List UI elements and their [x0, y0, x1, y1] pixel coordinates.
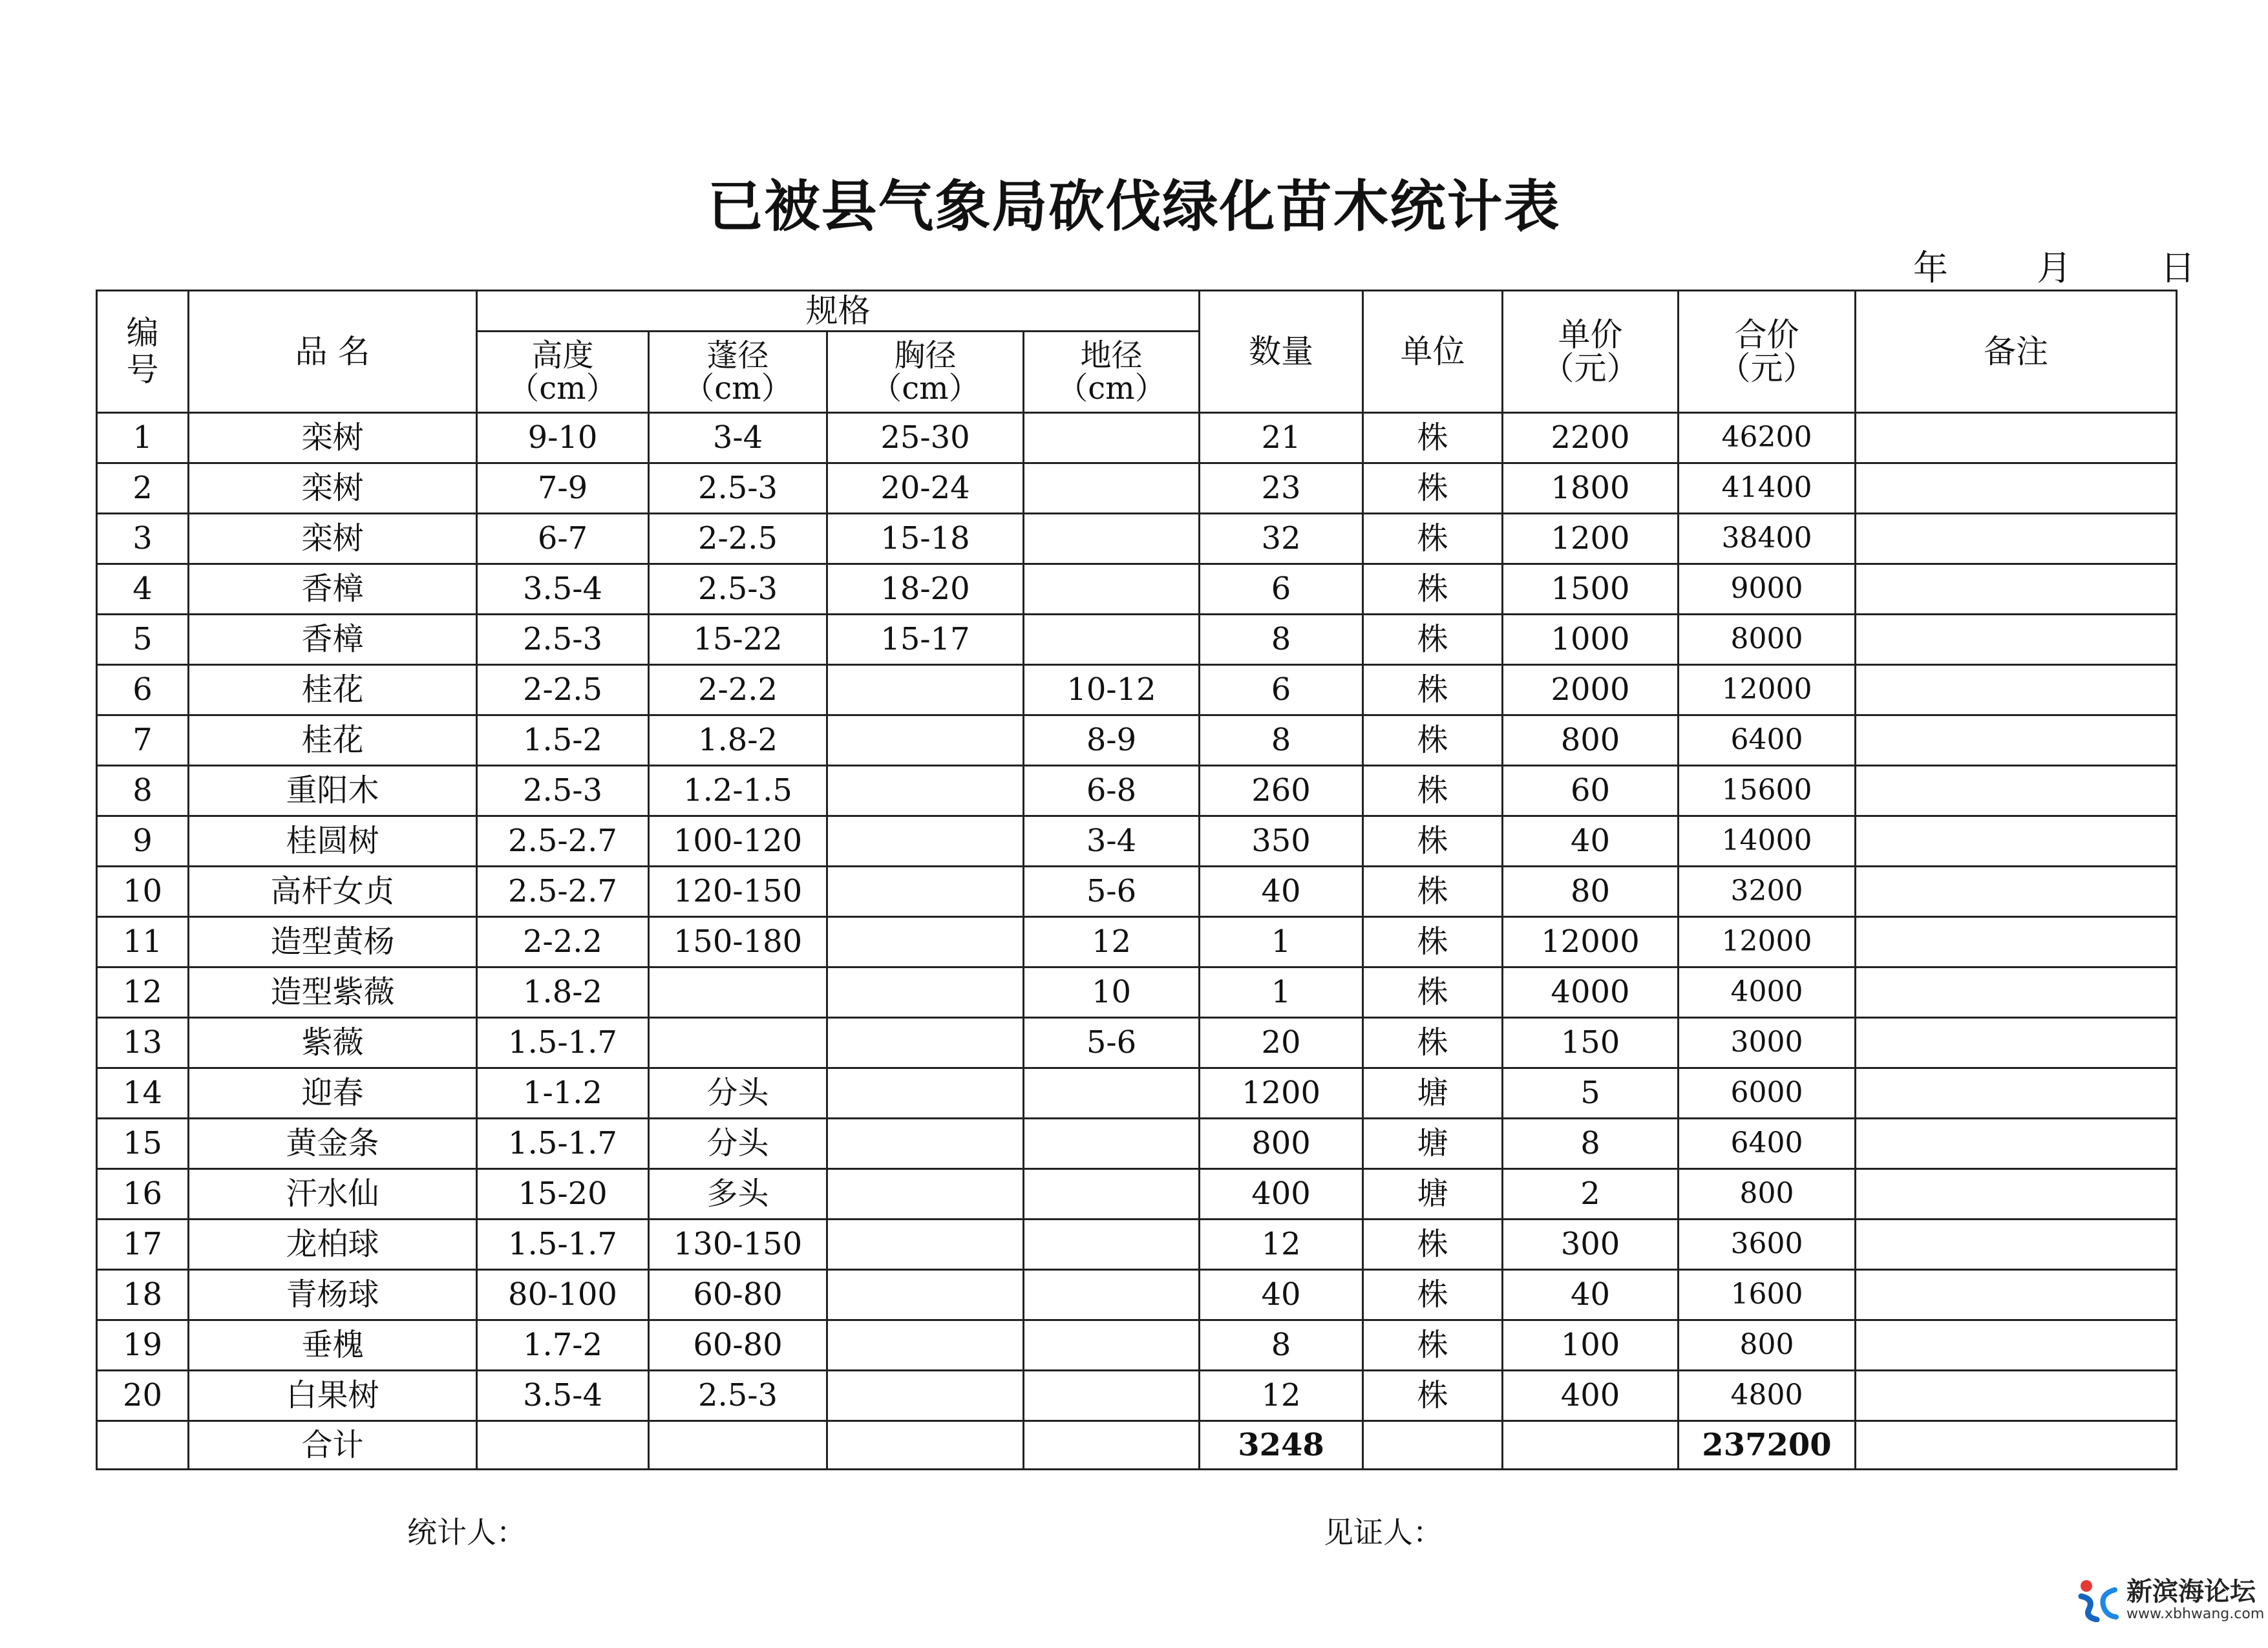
cell-name: 香樟 [189, 564, 477, 615]
cell-unit: 株 [1363, 816, 1503, 867]
cell-total: 6000 [1679, 1068, 1856, 1119]
cell-ground [1024, 1270, 1200, 1320]
cell-ground: 5-6 [1024, 1018, 1200, 1068]
cell-name: 香樟 [189, 615, 477, 665]
cell-qty: 800 [1200, 1119, 1363, 1169]
cell-total: 800 [1679, 1169, 1856, 1220]
cell-no: 4 [97, 564, 189, 615]
cell-crown: 60-80 [649, 1320, 827, 1371]
cell-height: 1.5-1.7 [477, 1119, 649, 1169]
page-title: 已被县气象局砍伐绿化苗木统计表 [707, 174, 1561, 239]
table-row [97, 1119, 2177, 1169]
cell-crown: 多头 [649, 1169, 827, 1220]
cell-no: 14 [97, 1068, 189, 1119]
cell-dbh: 15-17 [827, 615, 1024, 665]
table-row [97, 715, 2177, 766]
cell-unit: 塘 [1363, 1068, 1503, 1119]
cell-no: 10 [97, 867, 189, 917]
date-month-label: 月 [2037, 248, 2072, 288]
cell-price: 800 [1503, 715, 1679, 766]
cell-name: 栾树 [189, 463, 477, 514]
cell-ground [1024, 564, 1200, 615]
header-price-label: 单价 [1558, 315, 1623, 354]
cell-dbh [827, 665, 1024, 715]
table-row [97, 665, 2177, 715]
cell-price: 60 [1503, 766, 1679, 816]
cell-crown: 分头 [649, 1068, 827, 1119]
header-ground-unit: （cm） [1057, 370, 1166, 407]
cell-name: 紫薇 [189, 1018, 477, 1068]
cell-qty: 23 [1200, 463, 1363, 514]
table-row [97, 1270, 2177, 1320]
header-unit: 单位 [1363, 291, 1503, 413]
cell-qty: 40 [1200, 867, 1363, 917]
cell-total: 4800 [1679, 1371, 1856, 1421]
header-spec: 规格 [477, 291, 1200, 332]
cell-unit: 株 [1363, 1320, 1503, 1371]
cell-name: 汗水仙 [189, 1169, 477, 1220]
cell-name: 青杨球 [189, 1270, 477, 1320]
cell-unit: 株 [1363, 917, 1503, 967]
summary-crown [649, 1421, 827, 1470]
date-day-label: 日 [2160, 248, 2196, 288]
cell-height: 1.7-2 [477, 1320, 649, 1371]
cell-height: 1.5-2 [477, 715, 649, 766]
cell-ground: 3-4 [1024, 816, 1200, 867]
cell-qty: 1 [1200, 967, 1363, 1018]
cell-dbh [827, 1270, 1024, 1320]
cell-crown: 2.5-3 [649, 1371, 827, 1421]
cell-remark [1856, 413, 2177, 463]
cell-dbh [827, 1119, 1024, 1169]
cell-total: 3200 [1679, 867, 1856, 917]
cell-crown: 分头 [649, 1119, 827, 1169]
cell-no: 12 [97, 967, 189, 1018]
summary-total: 237200 [1679, 1421, 1856, 1470]
cell-remark [1856, 867, 2177, 917]
cell-name: 垂槐 [189, 1320, 477, 1371]
cell-price: 100 [1503, 1320, 1679, 1371]
cell-qty: 260 [1200, 766, 1363, 816]
cell-crown: 2.5-3 [649, 564, 827, 615]
cell-unit: 株 [1363, 1371, 1503, 1421]
header-crown-label: 蓬径 [706, 337, 769, 374]
cell-dbh [827, 1018, 1024, 1068]
cell-total: 15600 [1679, 766, 1856, 816]
header-dbh-label: 胸径 [894, 337, 957, 374]
date-line [1913, 240, 2195, 290]
cell-price: 5 [1503, 1068, 1679, 1119]
seedling-table [96, 290, 2178, 1470]
header-name: 品 名 [189, 291, 477, 413]
cell-no: 15 [97, 1119, 189, 1169]
cell-ground [1024, 1068, 1200, 1119]
cell-dbh [827, 1371, 1024, 1421]
cell-unit: 株 [1363, 413, 1503, 463]
cell-qty: 6 [1200, 564, 1363, 615]
header-crown-unit: （cm） [683, 370, 792, 407]
table-row [97, 1018, 2177, 1068]
cell-total: 9000 [1679, 564, 1856, 615]
cell-dbh [827, 867, 1024, 917]
cell-qty: 350 [1200, 816, 1363, 867]
cell-dbh: 15-18 [827, 514, 1024, 564]
summary-no [97, 1421, 189, 1470]
summary-label: 合计 [189, 1421, 477, 1470]
cell-total: 6400 [1679, 1119, 1856, 1169]
forum-logo [2075, 1577, 2264, 1622]
cell-price: 80 [1503, 867, 1679, 917]
cell-no: 6 [97, 665, 189, 715]
cell-ground [1024, 615, 1200, 665]
cell-ground [1024, 1371, 1200, 1421]
header-crown [649, 332, 827, 413]
witness-label: 见证人： [1324, 1515, 1443, 1550]
cell-no: 1 [97, 413, 189, 463]
cell-total: 3600 [1679, 1220, 1856, 1270]
cell-total: 1600 [1679, 1270, 1856, 1320]
cell-height: 3.5-4 [477, 1371, 649, 1421]
cell-remark [1856, 514, 2177, 564]
cell-qty: 8 [1200, 1320, 1363, 1371]
cell-name: 重阳木 [189, 766, 477, 816]
cell-crown: 3-4 [649, 413, 827, 463]
table-row [97, 816, 2177, 867]
cell-unit: 株 [1363, 1270, 1503, 1320]
cell-dbh: 25-30 [827, 413, 1024, 463]
cell-no: 19 [97, 1320, 189, 1371]
cell-unit: 塘 [1363, 1169, 1503, 1220]
cell-dbh [827, 1068, 1024, 1119]
cell-price: 2 [1503, 1169, 1679, 1220]
cell-total: 12000 [1679, 917, 1856, 967]
cell-no: 2 [97, 463, 189, 514]
cell-no: 13 [97, 1018, 189, 1068]
cell-remark [1856, 1320, 2177, 1371]
cell-ground [1024, 463, 1200, 514]
header-ground-label: 地径 [1080, 337, 1143, 374]
header-no: 编号 [97, 291, 189, 413]
header-price-unit: （元） [1542, 350, 1639, 387]
forum-logo-icon [2075, 1577, 2120, 1622]
cell-ground [1024, 1169, 1200, 1220]
cell-ground: 5-6 [1024, 867, 1200, 917]
cell-remark [1856, 1119, 2177, 1169]
cell-height: 9-10 [477, 413, 649, 463]
cell-no: 8 [97, 766, 189, 816]
cell-unit: 株 [1363, 514, 1503, 564]
table-row [97, 1371, 2177, 1421]
cell-unit: 株 [1363, 665, 1503, 715]
forum-logo-url: www.xbhwang.com [2126, 1605, 2265, 1622]
header-dbh [827, 332, 1024, 413]
cell-price: 1000 [1503, 615, 1679, 665]
summary-dbh [827, 1421, 1024, 1470]
cell-dbh: 18-20 [827, 564, 1024, 615]
cell-qty: 400 [1200, 1169, 1363, 1220]
cell-name: 白果树 [189, 1371, 477, 1421]
header-remark: 备注 [1856, 291, 2177, 413]
cell-unit: 株 [1363, 867, 1503, 917]
cell-price: 150 [1503, 1018, 1679, 1068]
cell-qty: 8 [1200, 615, 1363, 665]
header-height-label: 高度 [531, 337, 594, 374]
cell-total: 800 [1679, 1320, 1856, 1371]
cell-ground: 6-8 [1024, 766, 1200, 816]
forum-logo-name: 新滨海论坛 [2126, 1576, 2256, 1607]
cell-name: 桂花 [189, 715, 477, 766]
summary-price [1503, 1421, 1679, 1470]
cell-total: 6400 [1679, 715, 1856, 766]
cell-price: 1500 [1503, 564, 1679, 615]
cell-no: 5 [97, 615, 189, 665]
cell-price: 1200 [1503, 514, 1679, 564]
cell-height: 2.5-2.7 [477, 816, 649, 867]
cell-height: 1-1.2 [477, 1068, 649, 1119]
cell-dbh [827, 1169, 1024, 1220]
cell-unit: 株 [1363, 967, 1503, 1018]
cell-no: 7 [97, 715, 189, 766]
cell-total: 4000 [1679, 967, 1856, 1018]
cell-price: 40 [1503, 1270, 1679, 1320]
cell-qty: 8 [1200, 715, 1363, 766]
cell-crown: 130-150 [649, 1220, 827, 1270]
cell-name: 高杆女贞 [189, 867, 477, 917]
cell-ground [1024, 413, 1200, 463]
cell-qty: 32 [1200, 514, 1363, 564]
summary-remark [1856, 1421, 2177, 1470]
cell-height: 2.5-2.7 [477, 867, 649, 917]
cell-crown: 1.2-1.5 [649, 766, 827, 816]
table-row [97, 564, 2177, 615]
cell-ground: 8-9 [1024, 715, 1200, 766]
cell-name: 造型紫薇 [189, 967, 477, 1018]
cell-no: 9 [97, 816, 189, 867]
cell-dbh [827, 766, 1024, 816]
cell-dbh [827, 1220, 1024, 1270]
cell-remark [1856, 1018, 2177, 1068]
cell-remark [1856, 665, 2177, 715]
cell-height: 15-20 [477, 1169, 649, 1220]
cell-height: 2.5-3 [477, 766, 649, 816]
cell-crown: 100-120 [649, 816, 827, 867]
cell-price: 12000 [1503, 917, 1679, 967]
cell-qty: 6 [1200, 665, 1363, 715]
cell-height: 7-9 [477, 463, 649, 514]
cell-ground [1024, 1320, 1200, 1371]
table-row [97, 867, 2177, 917]
cell-no: 3 [97, 514, 189, 564]
cell-remark [1856, 715, 2177, 766]
cell-remark [1856, 766, 2177, 816]
cell-crown: 60-80 [649, 1270, 827, 1320]
cell-remark [1856, 816, 2177, 867]
cell-crown [649, 967, 827, 1018]
cell-qty: 1200 [1200, 1068, 1363, 1119]
date-year-label: 年 [1913, 248, 1948, 288]
cell-qty: 12 [1200, 1220, 1363, 1270]
cell-height: 1.5-1.7 [477, 1018, 649, 1068]
cell-unit: 株 [1363, 1018, 1503, 1068]
cell-height: 2-2.2 [477, 917, 649, 967]
summary-qty: 3248 [1200, 1421, 1363, 1470]
cell-dbh [827, 917, 1024, 967]
summary-height [477, 1421, 649, 1470]
cell-unit: 株 [1363, 715, 1503, 766]
table-row [97, 413, 2177, 463]
cell-qty: 1 [1200, 917, 1363, 967]
cell-name: 桂圆树 [189, 816, 477, 867]
cell-remark [1856, 1220, 2177, 1270]
cell-price: 4000 [1503, 967, 1679, 1018]
cell-crown: 120-150 [649, 867, 827, 917]
cell-crown [649, 1018, 827, 1068]
cell-crown: 1.8-2 [649, 715, 827, 766]
header-dbh-unit: （cm） [871, 370, 980, 407]
cell-remark [1856, 1068, 2177, 1119]
cell-height: 6-7 [477, 514, 649, 564]
header-height-unit: （cm） [508, 370, 617, 407]
cell-dbh [827, 967, 1024, 1018]
cell-total: 8000 [1679, 615, 1856, 665]
cell-total: 3000 [1679, 1018, 1856, 1068]
cell-ground: 10-12 [1024, 665, 1200, 715]
cell-no: 18 [97, 1270, 189, 1320]
cell-price: 2000 [1503, 665, 1679, 715]
header-total-label: 合价 [1734, 315, 1799, 354]
cell-no: 16 [97, 1169, 189, 1220]
cell-remark [1856, 967, 2177, 1018]
cell-crown: 2.5-3 [649, 463, 827, 514]
cell-name: 迎春 [189, 1068, 477, 1119]
table-row [97, 1169, 2177, 1220]
cell-total: 41400 [1679, 463, 1856, 514]
cell-remark [1856, 615, 2177, 665]
cell-height: 3.5-4 [477, 564, 649, 615]
cell-price: 2200 [1503, 413, 1679, 463]
cell-unit: 株 [1363, 766, 1503, 816]
cell-ground: 10 [1024, 967, 1200, 1018]
cell-height: 80-100 [477, 1270, 649, 1320]
cell-name: 黄金条 [189, 1119, 477, 1169]
cell-dbh [827, 816, 1024, 867]
cell-price: 1800 [1503, 463, 1679, 514]
cell-remark [1856, 564, 2177, 615]
cell-ground [1024, 1119, 1200, 1169]
table-row [97, 1220, 2177, 1270]
cell-name: 龙柏球 [189, 1220, 477, 1270]
cell-price: 40 [1503, 816, 1679, 867]
cell-crown: 15-22 [649, 615, 827, 665]
table-row [97, 967, 2177, 1018]
table-row [97, 766, 2177, 816]
cell-no: 11 [97, 917, 189, 967]
cell-remark [1856, 917, 2177, 967]
cell-qty: 21 [1200, 413, 1363, 463]
cell-unit: 株 [1363, 564, 1503, 615]
cell-remark [1856, 463, 2177, 514]
cell-dbh: 20-24 [827, 463, 1024, 514]
cell-name: 桂花 [189, 665, 477, 715]
cell-dbh [827, 1320, 1024, 1371]
table-row [97, 463, 2177, 514]
header-height [477, 332, 649, 413]
cell-unit: 株 [1363, 615, 1503, 665]
cell-qty: 20 [1200, 1018, 1363, 1068]
cell-dbh [827, 715, 1024, 766]
header-total-unit: （元） [1718, 350, 1816, 387]
cell-remark [1856, 1270, 2177, 1320]
cell-remark [1856, 1371, 2177, 1421]
table-row [97, 615, 2177, 665]
summary-unit [1363, 1421, 1503, 1470]
cell-total: 14000 [1679, 816, 1856, 867]
cell-no: 17 [97, 1220, 189, 1270]
cell-crown: 2-2.5 [649, 514, 827, 564]
cell-height: 1.8-2 [477, 967, 649, 1018]
cell-price: 300 [1503, 1220, 1679, 1270]
table-row [97, 917, 2177, 967]
cell-total: 38400 [1679, 514, 1856, 564]
cell-unit: 株 [1363, 463, 1503, 514]
cell-height: 1.5-1.7 [477, 1220, 649, 1270]
cell-unit: 塘 [1363, 1119, 1503, 1169]
cell-total: 12000 [1679, 665, 1856, 715]
header-qty: 数量 [1200, 291, 1363, 413]
cell-name: 栾树 [189, 413, 477, 463]
cell-name: 栾树 [189, 514, 477, 564]
cell-height: 2.5-3 [477, 615, 649, 665]
cell-price: 400 [1503, 1371, 1679, 1421]
cell-crown: 150-180 [649, 917, 827, 967]
cell-no: 20 [97, 1371, 189, 1421]
header-total [1679, 291, 1856, 413]
header-price [1503, 291, 1679, 413]
cell-price: 8 [1503, 1119, 1679, 1169]
cell-remark [1856, 1169, 2177, 1220]
summary-ground [1024, 1421, 1200, 1470]
cell-ground [1024, 1220, 1200, 1270]
table-row [97, 1320, 2177, 1371]
cell-ground [1024, 514, 1200, 564]
stat-person-label: 统计人： [407, 1515, 526, 1550]
cell-qty: 12 [1200, 1371, 1363, 1421]
header-ground [1024, 332, 1200, 413]
cell-total: 46200 [1679, 413, 1856, 463]
cell-unit: 株 [1363, 1220, 1503, 1270]
table-row [97, 514, 2177, 564]
cell-qty: 40 [1200, 1270, 1363, 1320]
cell-ground: 12 [1024, 917, 1200, 967]
cell-name: 造型黄杨 [189, 917, 477, 967]
cell-crown: 2-2.2 [649, 665, 827, 715]
table-row [97, 1068, 2177, 1119]
cell-height: 2-2.5 [477, 665, 649, 715]
